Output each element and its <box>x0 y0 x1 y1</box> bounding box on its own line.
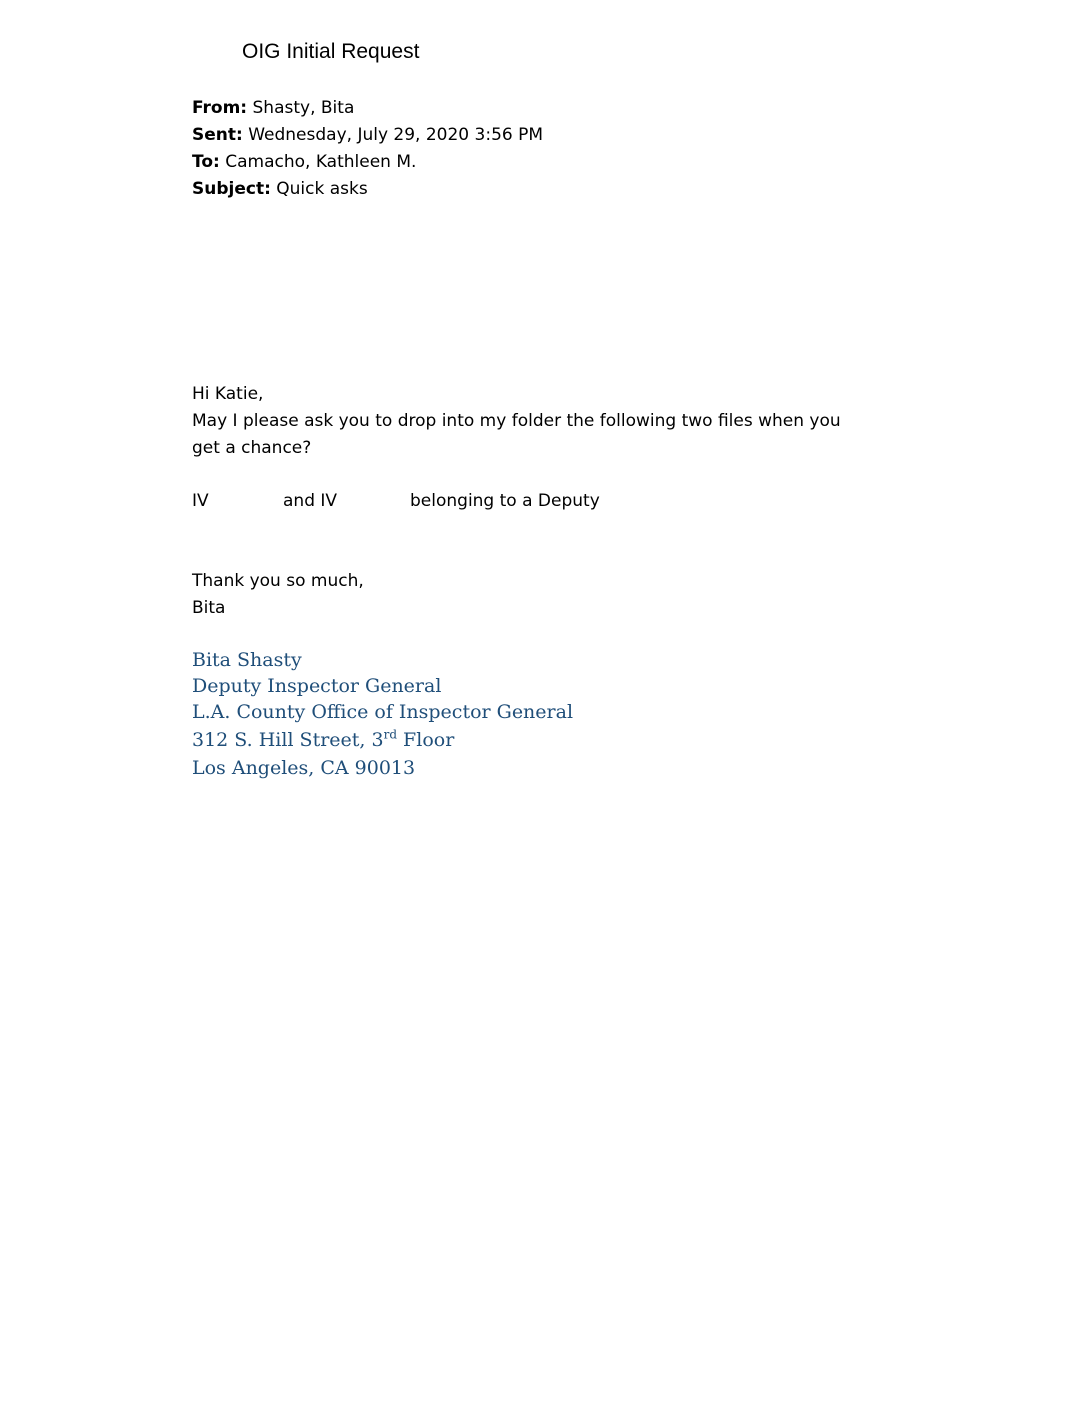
closing: Thank you so much, <box>192 571 364 591</box>
from-value: Shasty, Bita <box>252 98 355 118</box>
sent-line <box>192 122 543 149</box>
file-1-prefix: IV <box>192 491 209 511</box>
file-2-prefix: and IV <box>283 491 338 511</box>
sign-off-name: Bita <box>192 598 226 618</box>
document-title: OIG Initial Request <box>242 40 420 63</box>
to-label: To: <box>192 152 220 172</box>
signature-office: L.A. County Office of Inspector General <box>192 701 574 723</box>
signature-city: Los Angeles, CA 90013 <box>192 757 416 779</box>
subject-line <box>192 176 543 203</box>
subject-label: Subject: <box>192 179 271 199</box>
from-label: From: <box>192 98 248 118</box>
street-ordinal: rd <box>383 727 398 742</box>
email-signature <box>192 647 573 781</box>
street-suffix: Floor <box>397 729 455 751</box>
files-line <box>192 488 892 515</box>
sent-value: Wednesday, July 29, 2020 3:56 PM <box>248 125 544 145</box>
to-value: Camacho, Kathleen M. <box>225 152 417 172</box>
sent-label: Sent: <box>192 125 243 145</box>
street-prefix: 312 S. Hill Street, 3 <box>192 729 384 751</box>
email-header <box>192 95 543 203</box>
to-line <box>192 149 543 176</box>
signature-name: Bita Shasty <box>192 649 302 671</box>
signature-street <box>192 725 573 755</box>
request-text: May I please ask you to drop into my folder the following two files when you get a chance? <box>192 411 841 458</box>
from-line <box>192 95 543 122</box>
file-suffix: belonging to a Deputy <box>410 491 600 511</box>
subject-value: Quick asks <box>276 179 368 199</box>
greeting: Hi Katie, <box>192 384 264 404</box>
signature-title: Deputy Inspector General <box>192 675 442 697</box>
